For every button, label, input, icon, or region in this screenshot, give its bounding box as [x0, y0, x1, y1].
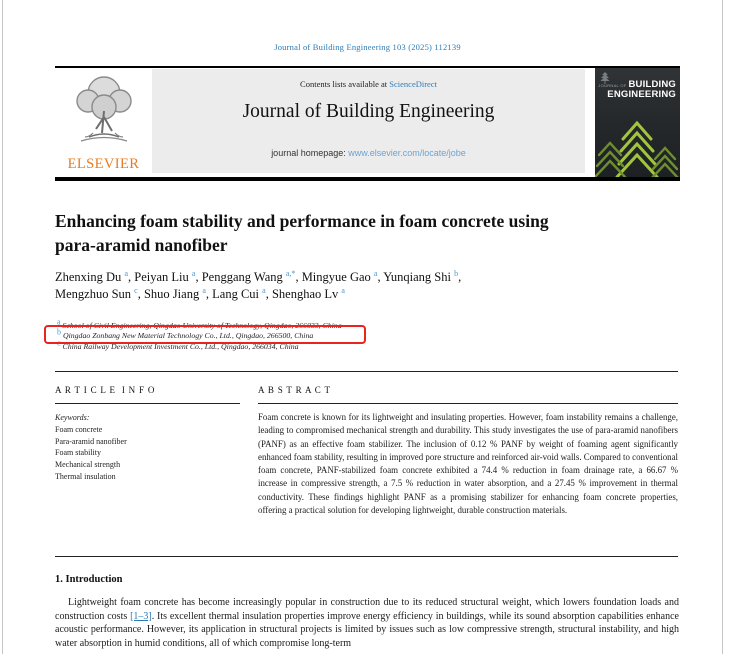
abstract-heading: A B S T R A C T	[258, 385, 331, 395]
journal-masthead	[152, 69, 585, 173]
elsevier-tree-icon	[69, 71, 139, 153]
author-affiliation-sup: a	[341, 285, 345, 295]
keyword-item: Foam concrete	[55, 424, 103, 434]
author-name: Shuo Jiang	[143, 286, 200, 301]
affiliation-text: China Railway Development Investment Co., Ltd., Qingdao, 266034, China	[62, 341, 299, 351]
cover-pine-trees-icon	[595, 103, 680, 177]
reference-link[interactable]: [1–3]	[130, 610, 152, 622]
cover-title	[598, 78, 676, 99]
author-affiliation-sup: b	[454, 268, 459, 278]
author-line: Mengzhuo Sun $^c$, Shuo Jiang $^a$, Lang Cui $^a$, Shenghao Lv $^a$	[55, 285, 345, 301]
keyword-item: Foam stability	[55, 448, 101, 458]
cover-title-line2: ENGINEERING	[607, 89, 676, 100]
author-affiliation-sup: c	[134, 285, 138, 295]
intro-text-after-ref: . Its excellent thermal insulation properties improve energy efficiency in buildings, while its sound absorption capabilities enhance acoustic performance. However, its application in structural projects is limited by issues such as low compressive strength, structural instability, and high water absorption in humid conditions, all of which compromise long-term	[55, 610, 679, 650]
keyword-item: Thermal insulation	[55, 471, 116, 481]
keywords-block	[55, 412, 245, 483]
author-list	[55, 269, 635, 302]
page-right-border	[722, 0, 723, 654]
journal-title: Journal of Building Engineering	[242, 101, 495, 122]
author-affiliation-sup: a	[373, 268, 378, 278]
author-name: Lang Cui	[212, 286, 260, 301]
homepage-line	[152, 148, 585, 158]
author-name: Yunqiang Shi	[383, 270, 451, 284]
author-name: Mengzhuo Sun	[55, 286, 132, 301]
keyword-item: Mechanical strength	[55, 460, 121, 470]
introduction-paragraph	[55, 596, 679, 651]
contents-line	[152, 79, 585, 89]
affiliation-text: School of Civil Engineering, Qingdao University of Technology, Qingdao, 266033, China	[62, 321, 342, 330]
info-section-top-rule	[55, 371, 678, 372]
keywords-label: Keywords:	[55, 413, 90, 422]
article-title-line2: para-aramid nanofiber	[55, 234, 228, 255]
page-left-border	[2, 0, 3, 654]
author-line: Zhenxing Du $^a$, Peiyan Liu $^a$, Penggang Wang $^{a,*}$, Mingyue Gao $^a$, Yunqiang Shi $^b$,	[55, 268, 462, 284]
abstract-text: Foam concrete is known for its lightweight and insulating properties. However, foam instability remains a challenge, leading to compromised mechanical strength and durability. This study investigates the use of para-aramid nanofibers (PANF) as an effective foam stabilizer. The inclusion of 0.12 % PANF by weight of foaming agent significantly enhanced foam stability, resulting in improved pore structure and reinforced air-void walls. Compared to conventional foam concrete, PANF-stabilized foam concrete exhibited a 74.4 % reduction in foam drainage rate, a 66.67 % increase in compressive strength, a 7.5 % reduction in water absorption, and a 27.45 % improvement in thermal conductivity. These findings highlight PANF as a promising stabilizer for enhancing foam concrete properties, offering a practical solution for developing lightweight, durable construction materials.	[258, 412, 678, 516]
affiliation-sup: c	[57, 338, 61, 347]
cover-journal-of-label: JOURNAL OF	[598, 83, 627, 88]
affiliation-text: Qingdao Zonbang New Material Technology Co., Ltd., Qingdao, 266500, China	[62, 331, 314, 341]
journal-cover-thumbnail	[595, 68, 680, 177]
author-name: Zhenxing Du	[55, 270, 122, 284]
author-name: Penggang Wang	[201, 270, 283, 284]
elsevier-wordmark: ELSEVIER	[67, 156, 140, 172]
author-name: Shenghao Lv	[271, 286, 339, 301]
header-bottom-rule	[55, 177, 680, 181]
red-highlight-box	[44, 325, 366, 344]
author-affiliation-sup: a	[262, 285, 266, 295]
header-top-rule	[55, 66, 680, 68]
running-head-citation: Journal of Building Engineering 103 (2025) 112139	[274, 42, 461, 52]
contents-prefix: Contents lists available at	[300, 79, 390, 89]
abstract-bottom-rule	[55, 556, 678, 557]
article-title	[55, 210, 635, 257]
author-name: Mingyue Gao	[301, 270, 371, 284]
keyword-items	[55, 424, 245, 483]
keyword-item: Para-aramid nanofiber	[55, 436, 127, 446]
article-info-heading: A R T I C L E I N F O	[55, 385, 156, 395]
author-affiliation-sup: a,*	[285, 268, 296, 278]
elsevier-logo-block	[55, 69, 152, 175]
introduction-heading: 1. Introduction	[55, 574, 123, 585]
affiliation-sup: b	[57, 327, 61, 337]
author-affiliation-sup: a	[202, 285, 206, 295]
article-title-line1: Enhancing foam stability and performance in foam concrete using	[55, 211, 549, 231]
homepage-link[interactable]: www.elsevier.com/locate/jobe	[348, 148, 466, 158]
abstract-rule	[258, 403, 678, 404]
article-info-rule	[55, 403, 240, 404]
author-name: Peiyan Liu	[134, 270, 189, 284]
author-affiliation-sup: a	[124, 268, 128, 278]
homepage-prefix: journal homepage:	[271, 148, 349, 158]
affiliation-sup: a	[57, 317, 61, 327]
cover-title-line1: BUILDING	[628, 79, 676, 90]
intro-text-before-ref: Lightweight foam concrete has become increasingly popular in construction due to its reduced structural weight, which lowers foundation loads and construction costs	[55, 597, 679, 622]
sciencedirect-link[interactable]: ScienceDirect	[389, 79, 437, 89]
author-affiliation-sup: a	[191, 268, 196, 278]
